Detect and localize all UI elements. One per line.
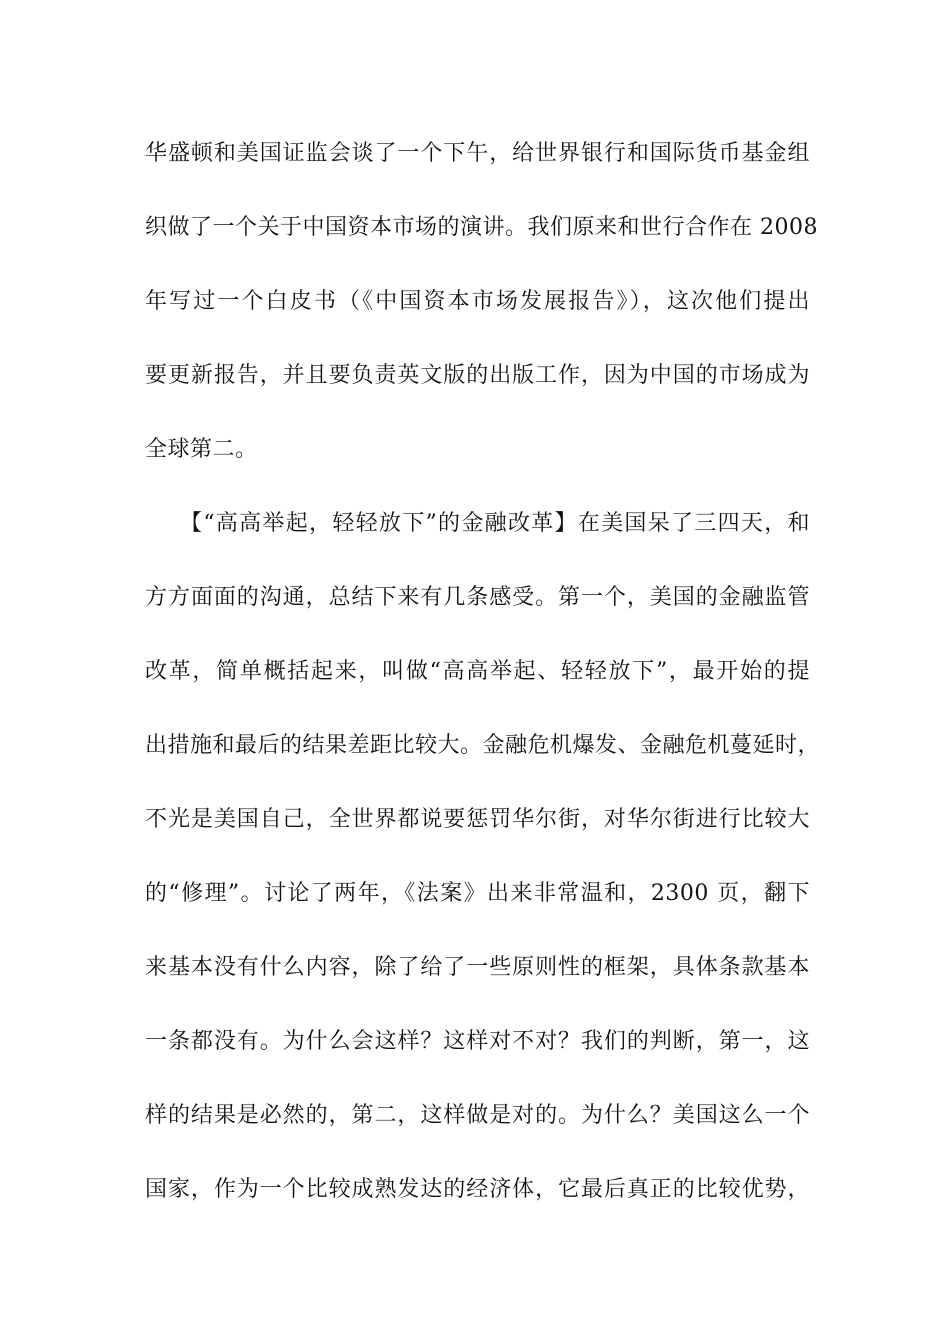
paragraph-line: 不光是美国自己，全世界都说要惩罚华尔街，对华尔街进行比较大: [145, 807, 810, 832]
paragraph-line: 样的结果是必然的，第二，这样做是对的。为什么？美国这么一个: [145, 1103, 810, 1128]
paragraph-line: 一条都没有。为什么会这样？这样对不对？我们的判断，第一，这: [145, 1029, 810, 1054]
paragraph-line: 来基本没有什么内容，除了给了一些原则性的框架，具体条款基本: [145, 955, 810, 980]
paragraph-line: 方方面面的沟通，总结下来有几条感受。第一个，美国的金融监管: [145, 585, 810, 610]
paragraph-heading-line: 【“高高举起，轻轻放下”的金融改革】在美国呆了三四天，和: [180, 511, 810, 536]
paragraph-line: 的“修理”。讨论了两年，《法案》出来非常温和，2300 页，翻下: [145, 881, 810, 906]
paragraph-line: 改革，简单概括起来，叫做“高高举起、轻轻放下”，最开始的提: [145, 659, 810, 684]
paragraph-line: 全球第二。: [145, 437, 258, 462]
paragraph-line: 出措施和最后的结果差距比较大。金融危机爆发、金融危机蔓延时，: [145, 733, 821, 758]
paragraph-line: 要更新报告，并且要负责英文版的出版工作，因为中国的市场成为: [145, 363, 810, 388]
paragraph-line: 华盛顿和美国证监会谈了一个下午，给世界银行和国际货币基金组: [145, 141, 810, 166]
paragraph-line: 国家，作为一个比较成熟发达的经济体，它最后真正的比较优势，: [145, 1177, 810, 1202]
paragraph-line: 年写过一个白皮书（《中国资本市场发展报告》），这次他们提出: [145, 289, 810, 314]
paragraph-line: 织做了一个关于中国资本市场的演讲。我们原来和世行合作在 2008: [145, 215, 818, 240]
